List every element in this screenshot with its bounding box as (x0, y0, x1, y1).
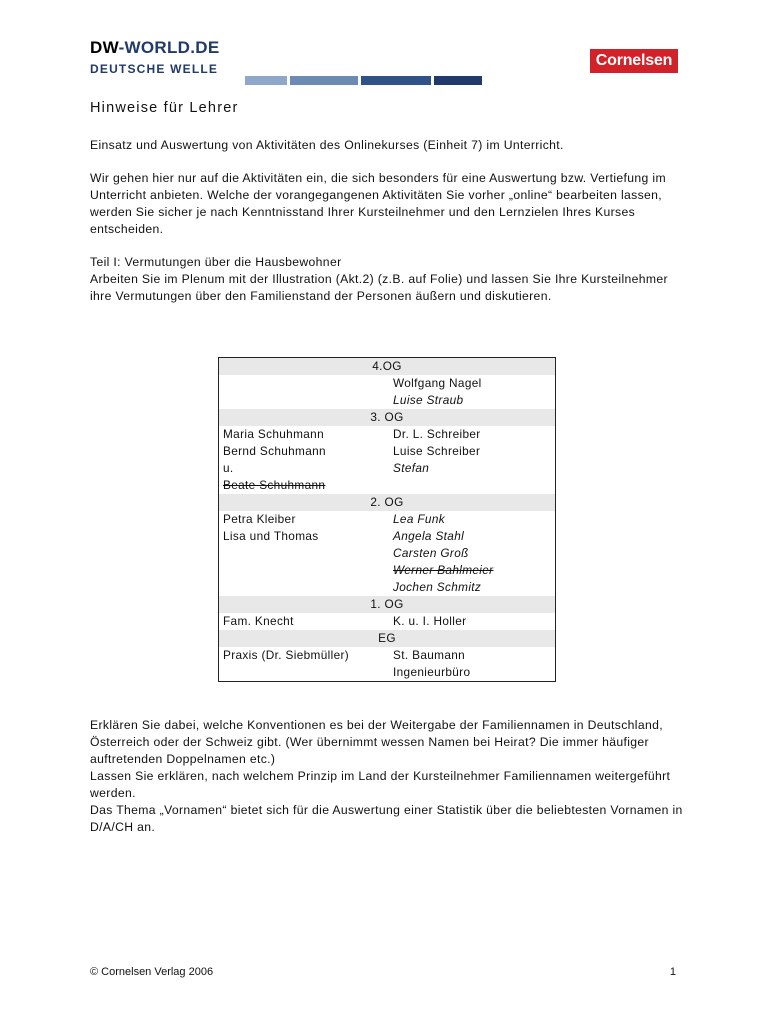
copyright: © Cornelsen Verlag 2006 (90, 966, 214, 978)
dw-logo (90, 38, 220, 58)
floor-label: EG (219, 630, 556, 647)
resident-name: Dr. L. Schreiber (393, 427, 481, 441)
main-content (90, 100, 690, 305)
resident-name: Maria Schuhmann (223, 427, 324, 441)
after-table-text (90, 717, 690, 836)
teil-heading: Teil I: Vermutungen über die Hausbewohner (90, 255, 342, 269)
resident-name: Luise Schreiber (393, 444, 481, 458)
header-bar-1 (245, 76, 287, 85)
floor-label: 2. OG (219, 494, 556, 511)
floor-label: 3. OG (219, 409, 556, 426)
resident-name: Ingenieurbüro (393, 665, 471, 679)
header-color-bars (245, 76, 485, 85)
header-bar-4 (434, 76, 482, 85)
floor-row-1og (219, 596, 556, 613)
intro-paragraph: Einsatz und Auswertung von Aktivitäten des Onlinekurses (Einheit 7) im Unterricht. (90, 138, 564, 152)
resident-name: Wolfgang Nagel (393, 376, 482, 390)
teil-text: Arbeiten Sie im Plenum mit der Illustration (Akt.2) (z.B. auf Folie) und lassen Sie Ihre Kursteilnehmer ihre Vermutungen über den Familienstand der Personen äußern und diskutieren. (90, 272, 668, 303)
resident-name: Stefan (393, 461, 430, 475)
resident-name: Lisa und Thomas (223, 529, 319, 543)
resident-name: Angela Stahl (393, 529, 465, 543)
resident-name: Petra Kleiber (223, 512, 296, 526)
table-row (219, 613, 556, 630)
right-cell (389, 647, 556, 682)
resident-name: Werner Bahlmeier (393, 563, 494, 577)
floor-row-3og (219, 409, 556, 426)
paragraph-activities: Wir gehen hier nur auf die Aktivitäten ein, die sich besonders für eine Auswertung bzw. Vertiefung im Unterricht anbieten. Welche der vorangegangenen Aktivitäten Sie vorher „online“ bearbeiten lassen, werden Sie sicher je nach Kenntnisstand Ihrer Kursteilnehmer und den Lernzielen Ihres Kurses entscheiden. (90, 171, 666, 236)
floor-row-2og (219, 494, 556, 511)
floor-label: 4.OG (219, 358, 556, 376)
table-row (219, 511, 556, 596)
resident-name: Jochen Schmitz (393, 580, 482, 594)
floor-label: 1. OG (219, 596, 556, 613)
paragraph-first-names: Das Thema „Vornamen“ bietet sich für die Auswertung einer Statistik über die beliebtesten Vornamen in D/A/CH an. (90, 803, 683, 834)
page-number: 1 (669, 966, 676, 978)
page-title: Hinweise für Lehrer (90, 100, 239, 116)
floor-row-eg (219, 630, 556, 647)
resident-name: St. Baumann (393, 648, 466, 662)
left-cell (219, 511, 390, 596)
left-cell (219, 426, 390, 494)
paragraph-conventions: Erklären Sie dabei, welche Konventionen es bei der Weitergabe der Familiennamen in Deutschland, Österreich oder der Schweiz gibt. (Wer übernimmt wessen Namen bei Heirat? Die immer häufiger auftretenden Doppelnamen etc.) (90, 718, 663, 766)
resident-name: Bernd Schuhmann (223, 444, 326, 458)
resident-name: K. u. I. Holler (393, 614, 467, 628)
table-row (219, 647, 556, 682)
resident-name: Beate Schuhmann (223, 478, 326, 492)
resident-name: u. (223, 461, 234, 475)
cornelsen-logo: Cornelsen (590, 49, 678, 73)
resident-name: Fam. Knecht (223, 614, 294, 628)
left-cell (219, 375, 390, 409)
dw-logo-dw: DW (90, 38, 119, 57)
page-header (90, 38, 678, 88)
table-row (219, 375, 556, 409)
dw-logo-rest: -WORLD.DE (118, 38, 220, 57)
resident-name: Luise Straub (393, 393, 464, 407)
right-cell (389, 511, 556, 596)
right-cell (389, 426, 556, 494)
resident-name: Carsten Groß (393, 546, 469, 560)
table-row (219, 426, 556, 494)
floor-row-4og (219, 358, 556, 376)
paragraph-principle: Lassen Sie erklären, nach welchem Prinzip im Land der Kursteilnehmer Familiennamen weitergeführt werden. (90, 769, 671, 800)
resident-name: Praxis (Dr. Siebmüller) (223, 648, 350, 662)
header-bar-3 (361, 76, 431, 85)
header-bar-2 (290, 76, 358, 85)
building-residents-table (218, 357, 556, 682)
deutsche-welle-label: DEUTSCHE WELLE (90, 62, 219, 76)
right-cell (389, 375, 556, 409)
resident-name: Lea Funk (393, 512, 445, 526)
